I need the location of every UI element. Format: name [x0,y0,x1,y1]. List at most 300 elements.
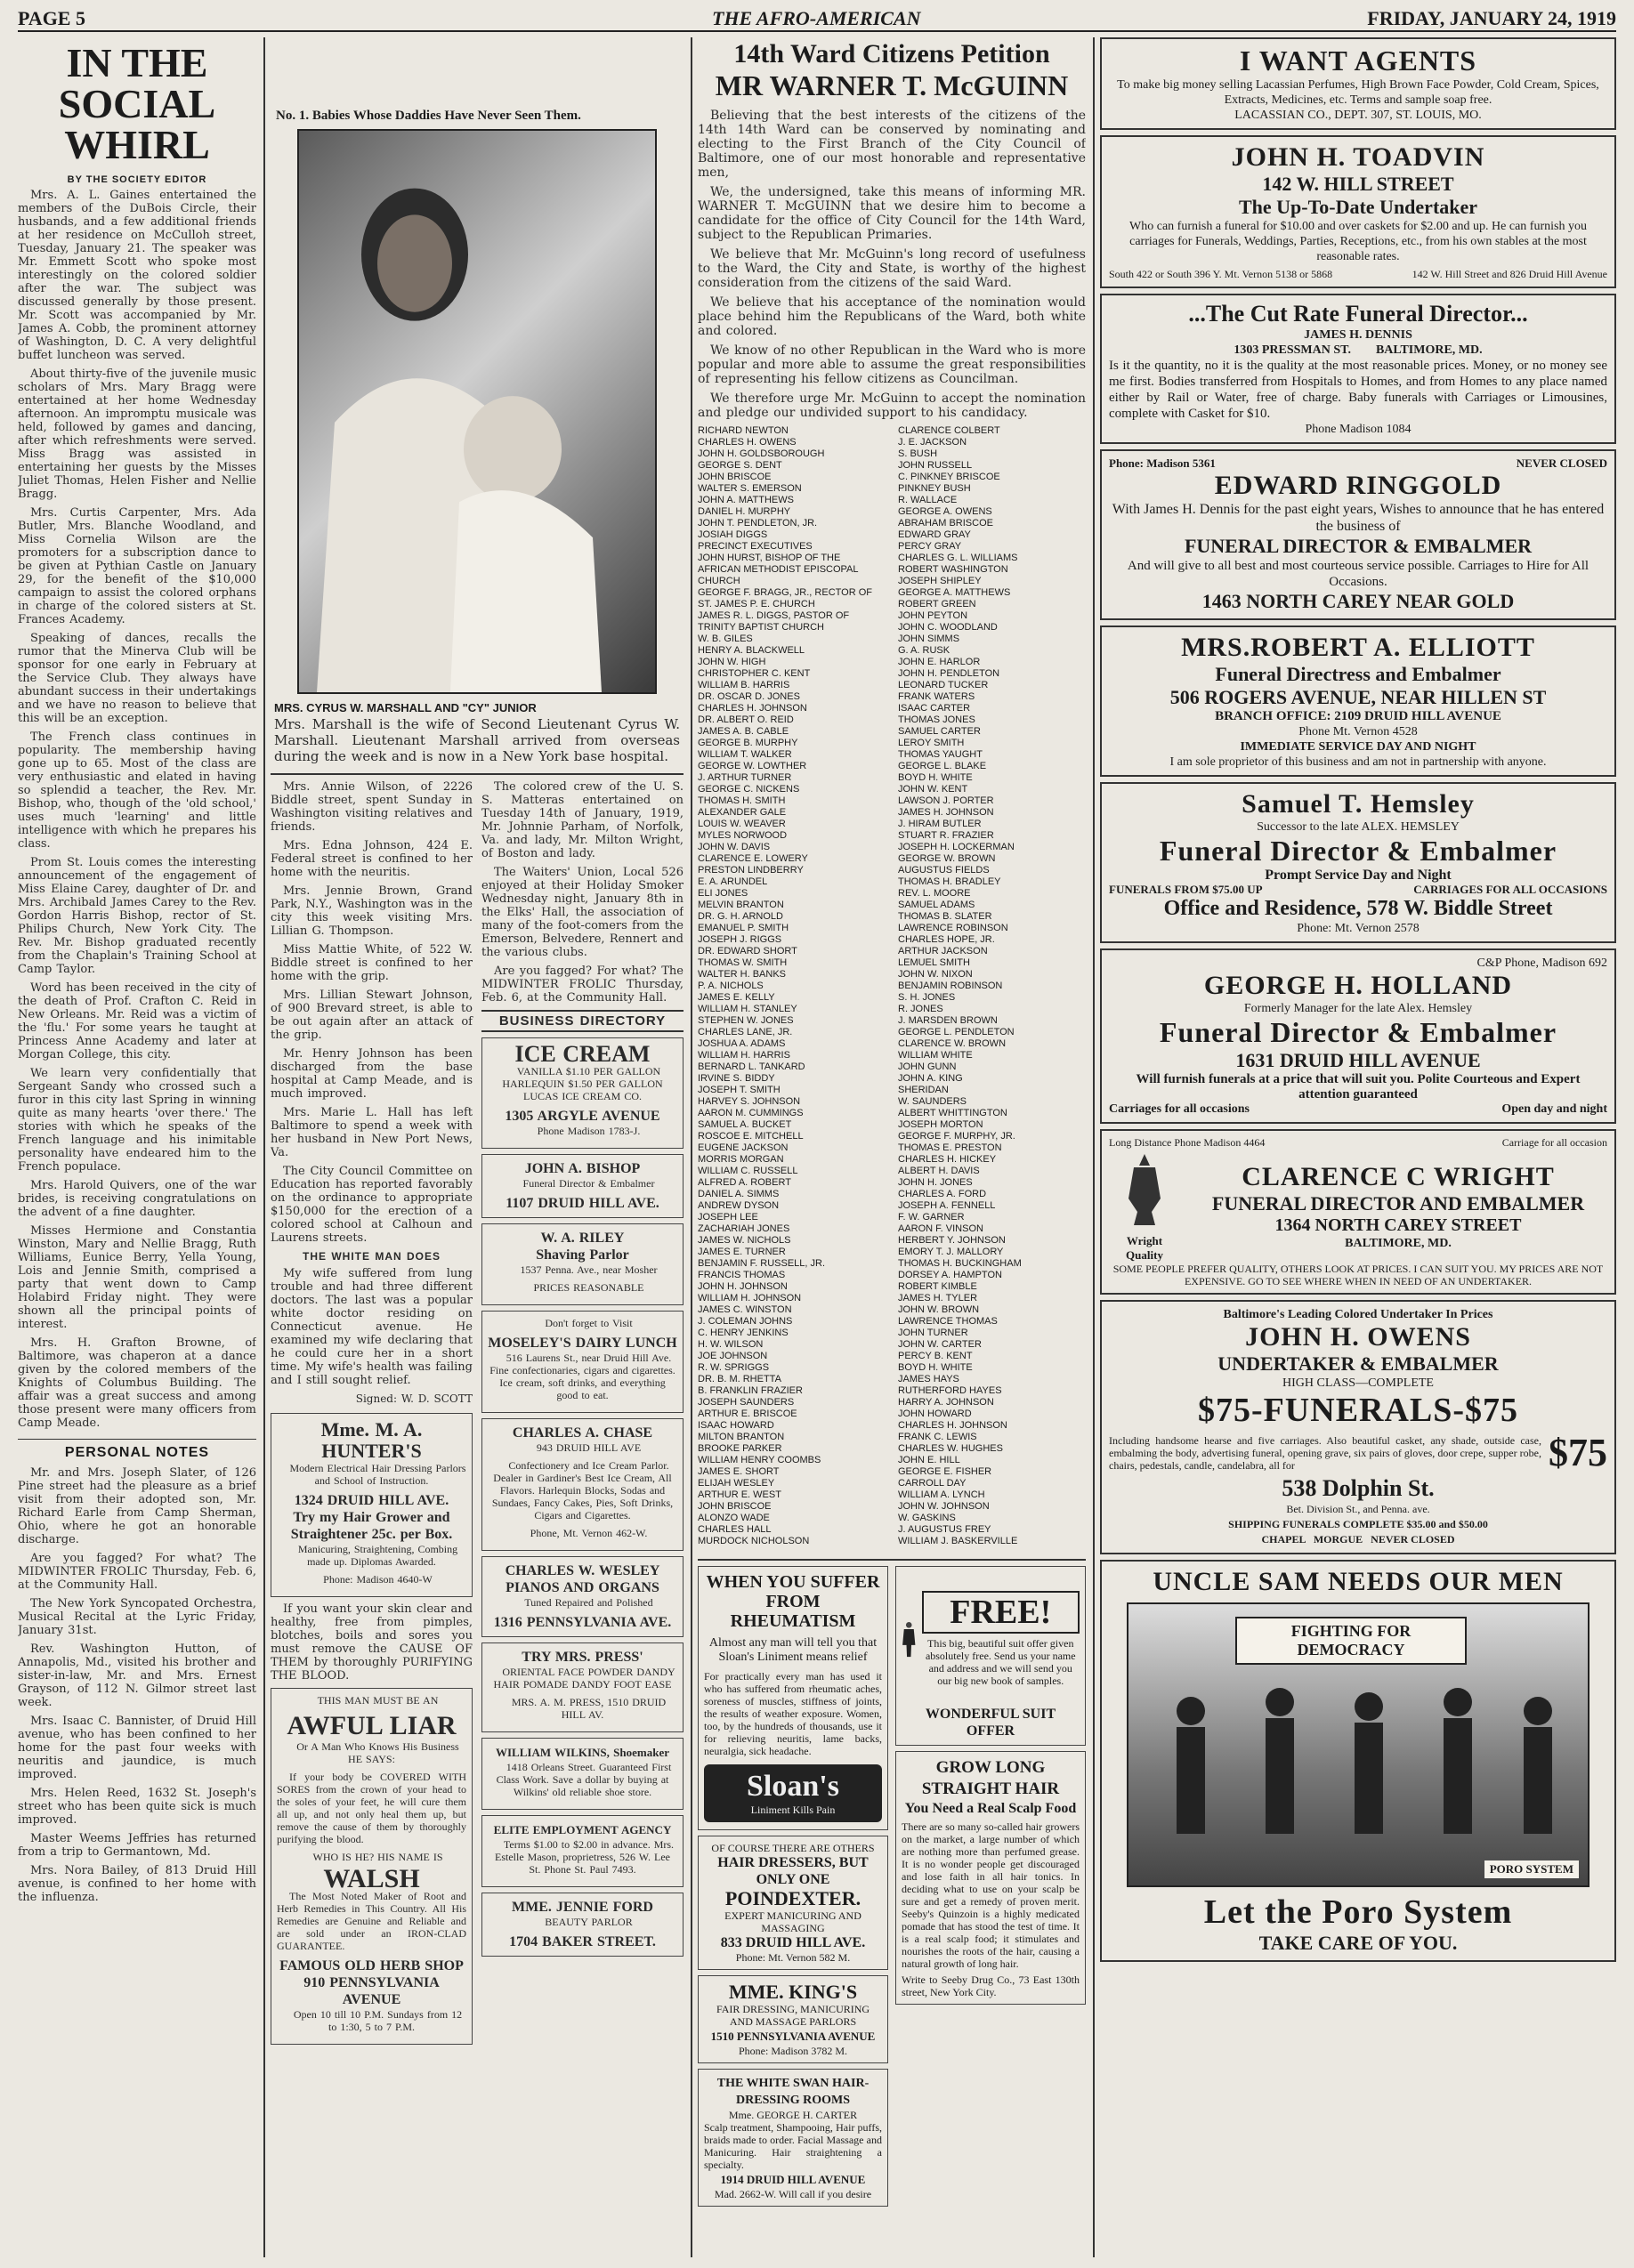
signatory-name: ISAAC CARTER [898,703,971,714]
center-left-column [271,37,684,2257]
social-paragraph: Mrs. H. Grafton Browne, of Baltimore, was chaperon at a dance given by the colored members of the Knights of Columbus Building. The affair was a great success and among those present were many officers from Camp Meade. [18,1336,256,1430]
signatory-name: LOUIS W. WEAVER [698,819,786,829]
signatory-name: PERCY GRAY [898,541,962,552]
social-paragraph: The French class continues in popularity. The membership having gone up to 65. Most of the class are very enthusiastic and elated in having so splendid a teacher, the Rev. Mr. Bishop, who, though of the 'old school,' uses much 'learning' and little intelligence with which he prepares his class. [18,730,256,851]
dennis-ad [1100,294,1616,444]
petition-name: MR WARNER T. McGUINN [715,69,1069,101]
holland-footer [1109,1102,1607,1117]
signatory-name: CHARLES LANE, JR. [698,1027,793,1037]
hunter-ad [271,1413,473,1597]
bishop-name: JOHN A. BISHOP [524,1161,641,1176]
photo-figures-icon [299,131,655,692]
swan-phone: Mad. 2662-W. Will call if you desire [714,2188,872,2200]
owens-ad [1100,1300,1616,1554]
signatory-name: DORSEY A. HAMPTON [898,1270,1002,1280]
signatory-name: J. ARTHUR TURNER [698,772,792,783]
signatory-name: JAMES C. WINSTON [698,1304,792,1315]
white-man-title: THE WHITE MAN DOES [303,1250,441,1263]
signatory-name: ALFRED A. ROBERT [698,1177,791,1188]
social-paragraph: Speaking of dances, recalls the rumor that the Minerva Club will be sponsor for one early in February at the Service Club. They always have abundant success in their undertakings and we have no reason to believe that this will be an exception. [18,632,256,725]
walsh-address: 910 PENNSYLVANIA AVENUE [303,1975,440,2007]
signatory-name: HARRY A. JOHNSON [898,1397,994,1408]
signatory-name: THOMAS B. SLATER [898,911,992,922]
signatory-name: J. HIRAM BUTLER [898,819,982,829]
signatory-name: EMANUEL P. SMITH [698,923,789,933]
personal-note: Mr. and Mrs. Joseph Slater, of 126 Pine street had the pleasure as a brief visit from their adopted son, Mr. Richard Earle from Camp Sherman, Ohio, where he got an honorable discharge. [18,1466,256,1546]
signatory-name: LAWSON J. PORTER [898,795,994,806]
petition-paragraph: We believe that his acceptance of the nomination would place behind him the Republicans of the Ward, both white and colored. [698,295,1086,338]
signatory-name: G. A. RUSK [898,645,950,656]
hemsley-funerals: FUNERALS FROM $75.00 UP [1109,883,1263,896]
wright-name: CLARENCE C WRIGHT [1242,1161,1555,1191]
signatory-name: JAMES A. B. CABLE [698,726,789,737]
signatory-name: JOE JOHNSON [698,1351,768,1361]
signatory-name: E. A. ARUNDEL [698,876,768,887]
note-paragraph: The City Council Committee on Education has reported favorably on the ordinance to appropriate $150,000 for the erection of a colored school at Calhoun and Laurens streets. [271,1165,473,1245]
signatory-name: AUGUSTUS FIELDS [898,865,990,876]
signatory-name: JAMES E. SHORT [698,1466,780,1477]
signatory-name: ARTHUR E. BRISCOE [698,1408,797,1419]
king-name: MME. KING'S [728,1981,858,2003]
walsh-ad [271,1688,473,2045]
swan-title: THE WHITE SWAN HAIR-DRESSING ROOMS [716,2077,870,2107]
signatory-name: ELIJAH WESLEY [698,1478,775,1489]
social-paragraph: Misses Hermione and Constantia Winston, Mary and Nellie Bragg, Ruth Williams, Eunice Berry, Yella Young, Lois and Jennie Smith, comprised a party that went down to Camp Holabird Friday night. They were shown all the principal points of interest. [18,1224,256,1331]
signatory-name: JAMES H. TYLER [898,1293,978,1303]
signatory-name: JOHN HOWARD [898,1408,972,1419]
free-title: FREE! [922,1591,1080,1634]
issue-date: FRIDAY, JANUARY 24, 1919 [1367,7,1616,29]
king-address: 1510 PENNSYLVANIA AVENUE [710,2030,876,2043]
signatory-name: S. BUSH [898,448,938,459]
ringgold-ad [1100,449,1616,620]
signatory-name: FRANK WATERS [898,691,975,702]
hunter-line: Try my Hair Grower and Straightener 25c. per Box. [290,1510,453,1542]
page-number: PAGE 5 [18,7,85,29]
personal-note: Mrs. Nora Bailey, of 813 Druid Hill avenue, is confined to her home with the influenza. [18,1864,256,1904]
personal-note: Rev. Washington Hutton, of Annapolis, Md., visited his brother and sister-in-law, Mr. and Mrs. Ernest Grayson, of 112 N. Gilmor street last week. [18,1642,256,1709]
riley-ad [481,1223,684,1305]
signatory-name: JOHN SIMMS [898,634,960,644]
column-rule [691,37,692,2257]
signatory-name: JOSEPH H. LOCKERMAN [898,842,1015,852]
signatory-name: DANIEL H. MURPHY [698,506,791,517]
signatory-name: ARTHUR E. WEST [698,1489,781,1500]
signatory-name: CHARLES HOPE, JR. [898,934,995,945]
walsh-hours: Open 10 till 10 P.M. Sundays from 12 to 1:30, 5 to 7 P.M. [293,2008,463,2033]
signatory-name: STUART R. FRAZIER [898,830,994,841]
swan-owner: Mme. GEORGE H. CARTER [728,2109,858,2121]
column-rule [1093,37,1095,2257]
riley-price: PRICES REASONABLE [533,1281,644,1294]
signatory-name: JOSEPH SAUNDERS [698,1397,795,1408]
signatory-name: JOHN W. CARTER [898,1339,982,1350]
signatory-name: MELVIN BRANTON [698,900,784,910]
grow-title: GROW LONG STRAIGHT HAIR [921,1758,1060,1798]
signatory-name: F. W. GARNER [898,1212,965,1223]
ads-column [1100,37,1616,2257]
signatory-name: IRVINE S. BIDDY [698,1073,775,1084]
mid-notes-right [481,780,684,2050]
ringgold-never-closed: NEVER CLOSED [1516,456,1607,470]
ford-sub: BEAUTY PARLOR [545,1916,633,1928]
owens-name: JOHN H. OWENS [1245,1322,1471,1352]
signatory-name: JOHN W. DAVIS [698,842,771,852]
elliott-service: IMMEDIATE SERVICE DAY AND NIGHT [1240,740,1476,754]
signatory-name: EDWARD GRAY [898,529,971,540]
ford-ad [481,1893,684,1957]
petition-text [698,109,1086,420]
wright-text [1189,1162,1607,1251]
poindexter-phone: Phone: Mt. Vernon 582 M. [735,1951,851,1964]
liar-sub: Or A Man Who Knows His Business HE SAYS: [296,1740,459,1765]
signatory-name: JOHN H. JOHNSON [698,1281,788,1292]
petition-paragraph: We therefore urge Mr. McGuinn to accept the nomination and pledge our undivided support to his candidacy. [698,391,1086,420]
wesley-ad [481,1556,684,1637]
owens-pre: Baltimore's Leading Colored Undertaker In Prices [1223,1308,1493,1321]
mid-notes-left [271,780,473,2050]
signatory-name: GEORGE S. DENT [698,460,782,471]
signatory-name: WILLIAM T. WALKER [698,749,792,760]
note-paragraph: Mrs. Marie L. Hall has left Baltimore to spend a week with her husband in New Port News, Va. [271,1106,473,1159]
owens-footer: CHAPEL MORGUE NEVER CLOSED [1261,1533,1455,1546]
signatory-name: CHARLES H. OWENS [698,437,797,448]
signatory-name: THOMAS E. PRESTON [898,1142,1002,1153]
signatory-name: BENJAMIN ROBINSON [898,981,1003,991]
signatory-name: CHARLES H. JOHNSON [898,1420,1007,1431]
signatory-name: AARON M. CUMMINGS [698,1108,804,1118]
signatory-name: ZACHARIAH JONES [698,1223,790,1234]
ice-title: ICE CREAM [514,1041,651,1067]
riley-address: 1537 Penna. Ave., near Mosher [520,1263,658,1276]
sloans-logo [704,1764,882,1822]
white-man-signature: Signed: W. D. SCOTT [355,1392,473,1405]
social-paragraph: Mrs. Curtis Carpenter, Mrs. Ada Butler, Mrs. Blanche Woodland, and Miss Cornelia Wilson are the promoters for a subscription dance to be given at Pythian Castle on January 29, for the benefit of the $10,000 campaign to assist the colored orphans in charge of the colored sisters at St. Frances Academy. [18,506,256,626]
signatory-name: ROBERT KIMBLE [898,1281,977,1292]
signatory-name: WILLIAM WHITE [898,1050,973,1061]
toadvin-ad [1100,135,1616,288]
center-ads-right [895,1566,1086,2212]
social-paragraph: Word has been received in the city of the death of Prof. Crafton C. Reid in New Orleans. Mr. Reid was a victim of the 'flu.' For some years he taught at Princess Anne Academy and later at Morgan College, this city. [18,981,256,1061]
hemsley-carriages: CARRIAGES FOR ALL OCCASIONS [1413,883,1607,896]
personal-note: Master Weems Jeffries has returned from a trip to Germantown, Md. [18,1832,256,1859]
signatory-name: GEORGE L. PENDLETON [898,1027,1015,1037]
poindexter-address: 833 DRUID HILL AVE. [720,1935,866,1950]
signatory-name: THOMAS JONES [898,714,975,725]
liar-body: If your body be COVERED WITH SORES from the crown of your head to the soles of your feet, he will cure them all up, and not only heal them up, but remove the cause of them by thoroughly purifying the blood. [277,1771,466,1845]
center-ads [698,1559,1086,2212]
signatory-name: JOHN W. HIGH [698,657,766,667]
toadvin-locations: 142 W. Hill Street and 826 Druid Hill Avenue [1412,268,1607,280]
liar-pre: THIS MAN MUST BE AN [317,1694,439,1707]
owens-address: 538 Dolphin St. [1282,1475,1435,1501]
chase-ad [481,1418,684,1551]
signatory-name: SAMUEL ADAMS [898,900,975,910]
signatory-name: MURDOCK NICHOLSON [698,1536,810,1546]
signatory-name: JOHN BRISCOE [698,1501,772,1512]
signatory-name: HERBERT Y. JOHNSON [898,1235,1006,1246]
dennis-name: JAMES H. DENNIS [1304,328,1412,342]
signatory-name: MYLES NORWOOD [698,830,788,841]
ice-address: 1305 ARGYLE AVENUE [505,1109,660,1124]
signatory-name: JOHN BRISCOE [698,472,772,482]
owens-address2: Bet. Division St., and Penna. ave. [1286,1503,1430,1515]
signatory-name: CHRISTOPHER C. KENT [698,668,811,679]
signatory-name: CHARLES HALL [698,1524,772,1535]
poro-title: Let the Poro System [1203,1893,1513,1931]
petition-paragraph: We, the undersigned, take this means of informing MR. WARNER T. McGUINN that we desire him to become a candidate for the office of City Council for the 14th Ward, subject to the Republican Primaries. [698,185,1086,242]
signatory-name: LEMUEL SMITH [898,957,970,968]
signatory-name: THOMAS H. SMITH [698,795,786,806]
social-text [18,189,256,1430]
signatory-name: THOMAS YAUGHT [898,749,983,760]
agents-title: I WANT AGENTS [1239,44,1477,77]
sloans-logo-text: Sloan's [747,1770,839,1803]
chase-address: 943 DRUID HILL AVE [536,1441,642,1454]
signatory-name: GEORGE E. FISHER [898,1466,992,1477]
ford-address: 1704 BAKER STREET. [509,1934,656,1949]
elite-body: Terms $1.00 to $2.00 in advance. Mrs. Estelle Mason, proprietress, 526 W. Lee St. Phone St. Paul 7493. [495,1838,675,1876]
agents-address: LACASSIAN CO., DEPT. 307, ST. LOUIS, MO. [1234,109,1482,122]
hunter-address: 1324 DRUID HILL AVE. [294,1493,449,1508]
signatory-name: ALONZO WADE [698,1513,770,1523]
press-name: TRY MRS. PRESS' [522,1650,643,1665]
note-paragraph: Mrs. Edna Johnson, 424 E. Federal street is confined to her home with the neuritis. [271,839,473,879]
note-paragraph: Mrs. Annie Wilson, of 2226 Biddle street, spent Sunday in Washington visiting relatives and friends. [271,780,473,834]
wright-body: SOME PEOPLE PREFER QUALITY, OTHERS LOOK AT PRICES. I CAN SUIT YOU. MY PRICES ARE NOT EXPENSIVE. GO TO SEE WHERE WHEN IN NEED OF AN UNDERTAKER. [1112,1263,1604,1287]
signatory-list-left [698,425,886,1555]
signatory-name: WILLIAM B. HARRIS [698,680,790,690]
hemsley-service: Prompt Service Day and Night [1265,868,1452,883]
signatory-name: JOSEPH J. RIGGS [698,934,782,945]
signatory-name: JOHN C. WOODLAND [898,622,998,633]
free-body: This big, beautiful suit offer given absolutely free. Send us your name and address and we will send you our big new book of samples. [925,1637,1076,1687]
press-body: ORIENTAL FACE POWDER DANDY HAIR POMADE DANDY FOOT EASE [493,1666,675,1691]
signatory-name: FRANCIS THOMAS [698,1270,786,1280]
wilkins-ad [481,1738,684,1810]
signatory-name: CHARLES H. JOHNSON [698,703,807,714]
signatory-name: GEORGE W. BROWN [898,853,996,864]
king-phone: Phone: Madison 3782 M. [738,2045,847,2057]
signatory-name: JOHN W. NIXON [898,969,973,980]
signatory-name: JOHN W. KENT [898,784,968,795]
signatory-name: JAMES E. TURNER [698,1247,786,1257]
suit-figure-icon [902,1572,917,1706]
signatory-list-right [898,425,1086,1555]
note-paragraph: Mrs. Jennie Brown, Grand Park, N.Y., Washington was in the city this week visiting Mrs. Lillian G. Thompson. [271,884,473,938]
signatory-name: JOSEPH LEE [698,1212,758,1223]
signatory-name: WILLIAM H. STANLEY [698,1004,797,1014]
owens-price: $75-FUNERALS-$75 [1197,1392,1519,1429]
social-paragraph: Mrs. Harold Quivers, one of the war brides, is receiving congratulations on the advent of a fine daughter. [18,1179,256,1219]
signatory-name: JOHN H. PENDLETON [898,668,1000,679]
signatory-name: THOMAS H. BRADLEY [898,876,1001,887]
hemsley-prices [1109,883,1607,897]
holland-address: 1631 DRUID HILL AVENUE [1235,1049,1481,1071]
signatory-name: JOHN T. PENDLETON, JR. [698,518,818,529]
signatory-name: PINKNEY BUSH [898,483,971,494]
ringgold-address: 1463 NORTH CAREY NEAR GOLD [1201,590,1515,612]
rheum-body: For practically every man has used it who has suffered from rheumatic aches, soreness of muscles, stiffness of joints, the results of weather exposure. Women, too, by the hundreds of thousands, use it for relieving neuritis, lame backs, neuralgia, sick headache. [704,1670,882,1757]
signatory-name: JOHN RUSSELL [898,460,973,471]
note-paragraph: The Waiters' Union, Local 526 enjoyed at their Holiday Smoker Wednesday night, January 8th in the Elks' Hall, the association of many of the foot-comers from the Emerson, Belvedere, Rennert and the various clubs. [481,866,684,959]
wright-address: 1364 NORTH CAREY STREET [1274,1215,1522,1235]
poro-ad [1100,1560,1616,1962]
note-paragraph: Mr. Henry Johnson has been discharged from the base hospital at Camp Meade, and is much improved. [271,1047,473,1101]
urn-icon [1118,1150,1171,1230]
signatory-name: RUTHERFORD HAYES [898,1385,1002,1396]
signatory-name: CLARENCE W. BROWN [898,1038,1007,1049]
press-ad [481,1642,684,1732]
signatory-name: C. HENRY JENKINS [698,1328,789,1338]
signatory-name: H. W. WILSON [698,1339,764,1350]
signatory-name: WILLIAM J. BASKERVILLE [898,1536,1018,1546]
personal-note: Mrs. Isaac C. Bannister, of Druid Hill avenue, who has been confined to her home for the past four weeks with neuritis and jaundice, is much improved. [18,1715,256,1781]
signatory-name: ROBERT GREEN [898,599,976,609]
signatory-name: JOHN PEYTON [898,610,968,621]
signatory-name: GEORGE F. BRAGG, JR., RECTOR OF ST. JAMES P. E. CHURCH [698,587,872,609]
liar-who: WHO IS HE? HIS NAME IS [312,1851,443,1863]
poindexter-ad [698,1836,888,1970]
signatory-name: THOMAS W. SMITH [698,957,788,968]
toadvin-sub: The Up-To-Date Undertaker [1238,196,1478,218]
signatory-name: DR. ALBERT O. REID [698,714,794,725]
signatory-name: JOSEPH MORTON [898,1119,983,1130]
signatory-name: JOSEPH SHIPLEY [898,576,982,586]
photo-caption-text: Mrs. Marshall is the wife of Second Lieutenant Cyrus W. Marshall. Lieutenant Marshall arrived from overseas during the week and is now in a New York base hospital. [274,716,680,764]
signatory-name: S. H. JONES [898,992,956,1003]
wright-ad [1100,1129,1616,1295]
elliott-phone: Phone Mt. Vernon 4528 [1298,725,1418,739]
signatory-name: JOHN HURST, BISHOP OF THE AFRICAN METHODIST EPISCOPAL CHURCH [698,553,859,586]
signatory-name: LAWRENCE THOMAS [898,1316,998,1327]
holland-carriages: Carriages for all occasions [1109,1102,1250,1116]
seeby-ad [895,1751,1086,2005]
press-address: MRS. A. M. PRESS, 1510 DRUID HILL AV. [511,1696,667,1721]
wright-logo [1109,1150,1180,1263]
chase-name: CHARLES A. CHASE [512,1425,653,1441]
signatory-name: JOHN GUNN [898,1061,957,1072]
signatory-name: DR. G. H. ARNOLD [698,911,783,922]
king-ad [698,1975,888,2063]
personal-note: Are you fagged? For what? The MIDWINTER FROLIC Thursday, Feb. 6, at the Community Hall. [18,1552,256,1592]
owens-sub: UNDERTAKER & EMBALMER [1217,1352,1499,1375]
wesley-note: Tuned Repaired and Polished [524,1596,653,1609]
masthead-bar [18,5,1616,32]
signatory-name: HARVEY S. JOHNSON [698,1096,801,1107]
signatory-name: DANIEL A. SIMMS [698,1189,780,1199]
signatory-name: GEORGE B. MURPHY [698,738,798,748]
toadvin-address: 142 W. HILL STREET [1262,173,1454,195]
owens-class: HIGH CLASS—COMPLETE [1282,1376,1434,1390]
petition-paragraph: Believing that the best interests of the citizens of the 14th 14th Ward can be conserved by nominating and electing to the First Branch of the City Council of Baltimore, one of our most honorable and representative men, [698,109,1086,180]
sloans-logo-sub: Liniment Kills Pain [750,1804,836,1816]
signatory-name: CARROLL DAY [898,1478,967,1489]
signatory-name: SAMUEL CARTER [898,726,981,737]
signatory-name: MORRIS MORGAN [698,1154,784,1165]
wright-logo-text: Wright Quality [1126,1234,1163,1262]
signatory-name: CLARENCE COLBERT [898,425,1000,436]
signatory-name: WILLIAM H. HARRIS [698,1050,790,1061]
signatory-name: JAMES HAYS [898,1374,959,1384]
toadvin-body: Who can furnish a funeral for $10.00 and over caskets for $2.00 and up. He can furnish you carriages for Funerals, Weddings, Parties, Receptions, etc., from his own stables at the most reasonable rates. [1129,220,1587,263]
signatory-name: WILLIAM A. LYNCH [898,1489,985,1500]
signatory-name: ABRAHAM BRISCOE [898,518,993,529]
signatory-name: ISAAC HOWARD [698,1420,774,1431]
hemsley-title: Funeral Director & Embalmer [1159,835,1557,867]
personal-notes-title: PERSONAL NOTES [18,1439,256,1461]
note-paragraph: Mrs. Lillian Stewart Johnson, of 900 Brevard street, is able to be out again after an attack of the grip. [271,989,473,1042]
ringgold-top [1109,456,1607,471]
elliott-name: MRS.ROBERT A. ELLIOTT [1181,633,1535,662]
signatory-name: JOHN E. HILL [898,1455,960,1465]
elliott-ad [1100,626,1616,777]
wright-top [1109,1136,1607,1150]
wilkins-body: 1418 Orleans Street. Guaranteed First Class Work. Save a dollar by buying at Wilkins' old reliable shoe store. [496,1761,672,1798]
hemsley-ad [1100,782,1616,943]
signatory-name: MILTON BRANTON [698,1432,785,1442]
signatory-name: JAMES W. NICHOLS [698,1235,791,1246]
walsh-body: The Most Noted Maker of Root and Herb Remedies in This Country. All His Remedies are Genuine and Reliable and are sold under an IRON-CLAD GUARANTEE. [277,1890,466,1952]
signatory-name: ALEXANDER GALE [698,807,787,818]
signatory-name: J. COLEMAN JOHNS [698,1316,793,1327]
dennis-address: 1303 PRESSMAN ST. BALTIMORE, MD. [1234,343,1483,357]
signatory-name: WALTER H. BANKS [698,969,787,980]
elite-name: ELITE EMPLOYMENT AGENCY [493,1823,672,1836]
hemsley-address: Office and Residence, 578 W. Biddle Street [1163,897,1553,920]
hair-pre: OF COURSE THERE ARE OTHERS [711,1842,875,1854]
signatory-name: B. FRANKLIN FRAZIER [698,1385,803,1396]
wright-city: BALTIMORE, MD. [1345,1236,1452,1250]
signatory-name: JOHN A. MATTHEWS [698,495,794,505]
hunter-note: Manicuring, Straightening, Combing made up. Diplomas Awarded. [297,1543,458,1568]
wilkins-name: WILLIAM WILKINS, Shoemaker [496,1746,669,1759]
signatory-name: AARON F. VINSON [898,1223,983,1234]
signatory-name: WILLIAM C. RUSSELL [698,1166,798,1176]
free-suit-ad [895,1566,1086,1746]
soldiers-icon [1128,1658,1588,1880]
signatory-name: CHARLES G. L. WILLIAMS [898,553,1018,563]
signatory-name: LEONARD TUCKER [898,680,989,690]
signatory-name: J. AUGUSTUS FREY [898,1524,991,1535]
personal-notes [18,1466,256,1904]
ringgold-name: EDWARD RINGGOLD [1214,471,1502,500]
signatory-name: W. B. GILES [698,634,753,644]
swan-address: 1914 DRUID HILL AVENUE [720,2173,866,2186]
chase-body: Confectionery and Ice Cream Parlor. Dealer in Gardiner's Best Ice Cream, All Flavors. Harlequin Blocks, Sodas and Sundaes, Fancy Cakes, Pies, Soft Drinks, Cigars and Cigarettes. [491,1459,674,1521]
wesley-sub: PIANOS AND ORGANS [506,1580,659,1595]
social-paragraph: We learn very confidentially that Sergeant Sandy who crossed such a furor in this city last Spring in winning quite as many hearts 'over there.' The stories with which he speaks of the French language and his inimitable personality have endeared him to the French populace. [18,1067,256,1174]
signatory-name: JAMES H. JOHNSON [898,807,994,818]
wright-phone: Long Distance Phone Madison 4464 [1109,1136,1266,1149]
agents-body: To make big money selling Lacassian Perfumes, High Brown Face Powder, Cold Cream, Spices, Extracts, Medicines, etc. Terms and sample soap free. [1117,78,1599,107]
holland-phone: C&P Phone, Madison 692 [1476,956,1607,970]
signatory-name: JOSEPH A. FENNELL [898,1200,996,1211]
signatory-name: SAMUEL A. BUCKET [698,1119,792,1130]
poro-sub: TAKE CARE OF YOU. [1258,1932,1458,1954]
signatory-name: PRECINCT EXECUTIVES [698,541,813,552]
ice-phone: Phone Madison 1783-J. [537,1125,641,1137]
holland-body: Will furnish funerals at a price that will suit you. Polite Courteous and Expert attention guaranteed [1136,1072,1581,1102]
signatory-name: CHARLES H. HICKEY [898,1154,997,1165]
mid-notes-block [271,773,684,2050]
dennis-body: Is it the quantity, no it is the quality at the most reasonable prices. Money, or no money see me first. Bodies transferred from Hospitals to Homes, and from Homes to any place named either by Rail or Water, free of charge. Baby funerals with Carriages or Limousines, complete with Casket for $10. [1109,359,1607,421]
free-suit-top [902,1572,1080,1706]
poindexter-sub: EXPERT MANICURING AND MASSAGING [724,1909,861,1934]
ringgold-business: FUNERAL DIRECTOR & EMBALMER [1184,535,1533,557]
owens-body: Including handsome hearse and five carriages. Also beautiful casket, any shade, outside case, embalming the body, advertising funeral, opening grave, six pairs of gloves, door crepe, supper robe, chairs, pedestals, candle, candelabra, all for [1109,1433,1541,1472]
hemsley-phone: Phone: Mt. Vernon 2578 [1297,922,1420,935]
